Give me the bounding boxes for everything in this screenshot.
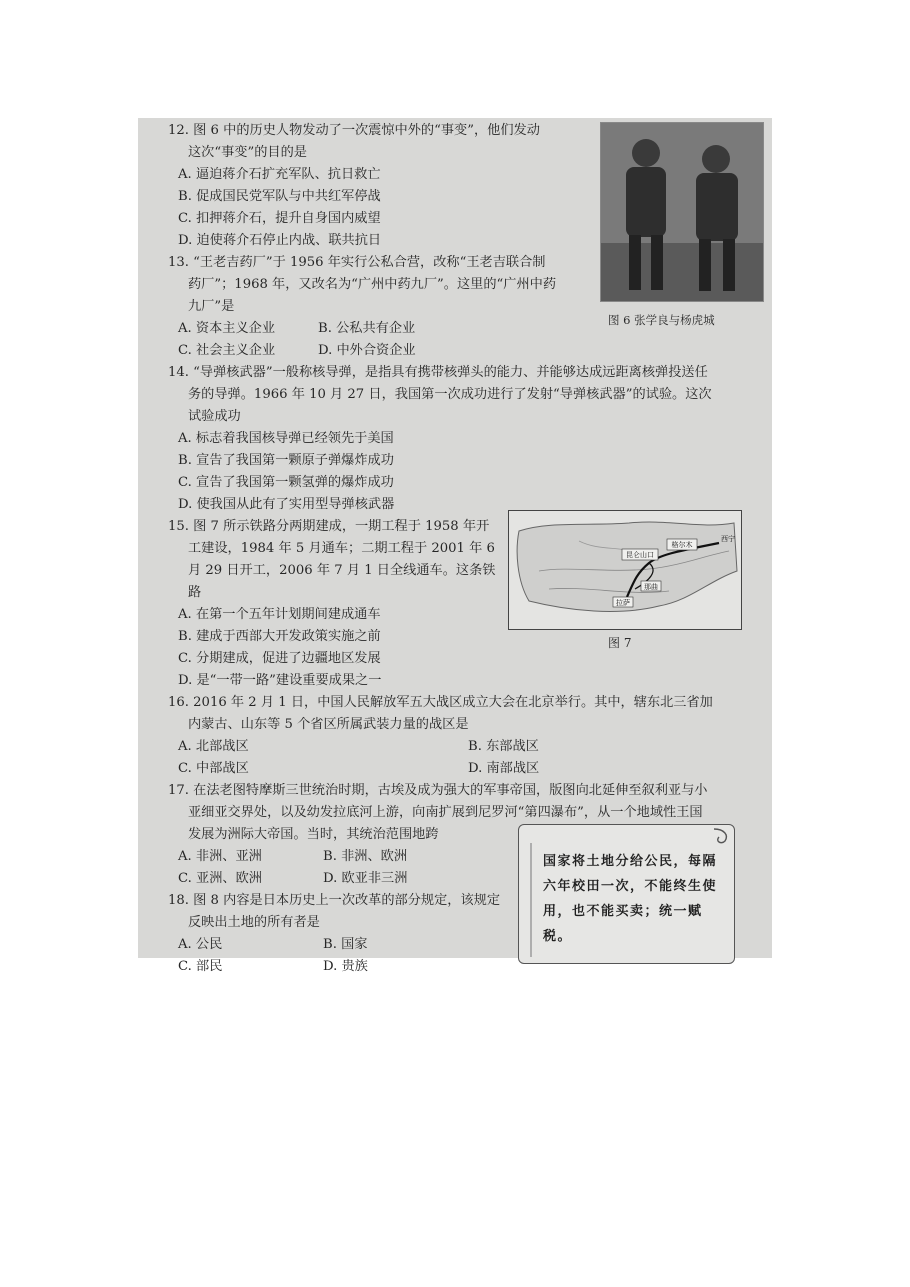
- q13-stem-line3: 九厂”是: [188, 299, 235, 314]
- q15-stem-line4: 路: [188, 585, 202, 600]
- q16-option-b: B. 东部战区: [468, 739, 539, 754]
- two-men-photo-illustration: [601, 123, 763, 301]
- q14-stem-line2: 务的导弹。1966 年 10 月 27 日，我国第一次成功进行了发射“导弹核武器”的试验。这次: [188, 387, 712, 402]
- scanned-exam-page: [138, 118, 772, 974]
- figure-7-railway-map: [508, 510, 742, 630]
- q17-stem-line1: 17. 在法老图特摩斯三世统治时期，古埃及成为强大的军事帝国，版图向北延伸至叙利亚与小: [168, 783, 708, 798]
- q17-option-c: C. 亚洲、欧洲: [178, 871, 262, 886]
- q18-option-c: C. 部民: [178, 959, 223, 974]
- q14-stem-line3: 试验成功: [188, 409, 241, 424]
- q18-stem-line2: 反映出土地的所有者是: [188, 915, 320, 930]
- q14-option-a: A. 标志着我国核导弹已经领先于美国: [178, 431, 394, 446]
- q13-stem-line1: 13. “王老吉药厂”于 1956 年实行公私合营，改称“王老吉联合制: [168, 255, 546, 270]
- q15-option-c: C. 分期建成，促进了边疆地区发展: [178, 651, 381, 666]
- q15-stem-line1: 15. 图 7 所示铁路分两期建成，一期工程于 1958 年开: [168, 519, 490, 534]
- figure-6-photo: [600, 122, 764, 302]
- q18-stem-line1: 18. 图 8 内容是日本历史上一次改革的部分规定，该规定: [168, 893, 501, 908]
- q15-option-b: B. 建成于西部大开发政策实施之前: [178, 629, 381, 644]
- label-nagqu: 那曲: [644, 583, 658, 591]
- label-lhasa: 拉萨: [616, 599, 630, 607]
- q14-option-c: C. 宣告了我国第一颗氢弹的爆炸成功: [178, 475, 394, 490]
- q17-option-a: A. 非洲、亚洲: [178, 849, 262, 864]
- q17-stem-line2: 亚细亚交界处，以及幼发拉底河上游，向南扩展到尼罗河“第四瀑布”，从一个地域性王国: [188, 805, 703, 820]
- q16-option-d: D. 南部战区: [468, 761, 540, 776]
- q17-option-b: B. 非洲、欧洲: [323, 849, 408, 864]
- q15-option-a: A. 在第一个五年计划期间建成通车: [178, 607, 381, 622]
- label-kunlun: 昆仑山口: [626, 551, 654, 559]
- q18-option-b: B. 国家: [323, 937, 368, 952]
- q15-option-d: D. 是“一带一路”建设重要成果之一: [178, 673, 382, 688]
- q13-option-c: C. 社会主义企业: [178, 343, 276, 358]
- q14-stem-line1: 14. “导弹核武器”一般称核导弹，是指具有携带核弹头的能力、并能够达成远距离核弹投送任: [168, 365, 708, 380]
- q16-option-a: A. 北部战区: [178, 739, 249, 754]
- q12-option-b: B. 促成国民党军队与中共红军停战: [178, 189, 381, 204]
- q18-option-a: A. 公民: [178, 937, 223, 952]
- label-golmud: 格尔木: [671, 541, 693, 549]
- figure-8-text: 国家将土地分给公民，每隔六年校田一次，不能终生使用，也不能买卖；统一赋税。: [543, 854, 718, 944]
- figure-6-caption: 图 6 张学良与杨虎城: [608, 313, 715, 327]
- q16-stem-line2: 内蒙古、山东等 5 个省区所属武装力量的战区是: [188, 717, 469, 732]
- q14-option-b: B. 宣告了我国第一颗原子弹爆炸成功: [178, 453, 394, 468]
- q14-option-d: D. 使我国从此有了实用型导弹核武器: [178, 497, 395, 512]
- figure-8-scroll: [518, 824, 735, 964]
- label-xining: 西宁: [721, 535, 735, 543]
- q13-stem-line2: 药厂”；1968 年，又改名为“广州中药九厂”。这里的“广州中药: [188, 277, 557, 292]
- q12-stem-line2: 这次“事变”的目的是: [188, 145, 307, 160]
- q17-stem-line3: 发展为洲际大帝国。当时，其统治范围地跨: [188, 827, 439, 842]
- q15-stem-line2: 工建设，1984 年 5 月通车；二期工程于 2001 年 6: [188, 541, 495, 556]
- q16-option-c: C. 中部战区: [178, 761, 249, 776]
- qinghai-tibet-railway-map: [509, 511, 741, 629]
- q15-stem-line3: 月 29 日开工，2006 年 7 月 1 日全线通车。这条铁: [188, 563, 496, 578]
- q13-option-d: D. 中外合资企业: [318, 343, 416, 358]
- q18-option-d: D. 贵族: [323, 959, 368, 974]
- q12-option-a: A. 逼迫蒋介石扩充军队、抗日救亡: [178, 167, 381, 182]
- q12-option-c: C. 扣押蒋介石，提升自身国内威望: [178, 211, 381, 226]
- figure-7-caption: 图 7: [608, 636, 632, 650]
- q12-option-d: D. 迫使蒋介石停止内战、联共抗日: [178, 233, 382, 248]
- q13-option-a: A. 资本主义企业: [178, 321, 276, 336]
- q16-stem-line1: 16. 2016 年 2 月 1 日，中国人民解放军五大战区成立大会在北京举行。其中，辖东北三省加: [168, 695, 713, 710]
- q17-option-d: D. 欧亚非三洲: [323, 871, 408, 886]
- q12-stem-line1: 12. 图 6 中的历史人物发动了一次震惊中外的“事变”，他们发动: [168, 123, 540, 138]
- q13-option-b: B. 公私共有企业: [318, 321, 416, 336]
